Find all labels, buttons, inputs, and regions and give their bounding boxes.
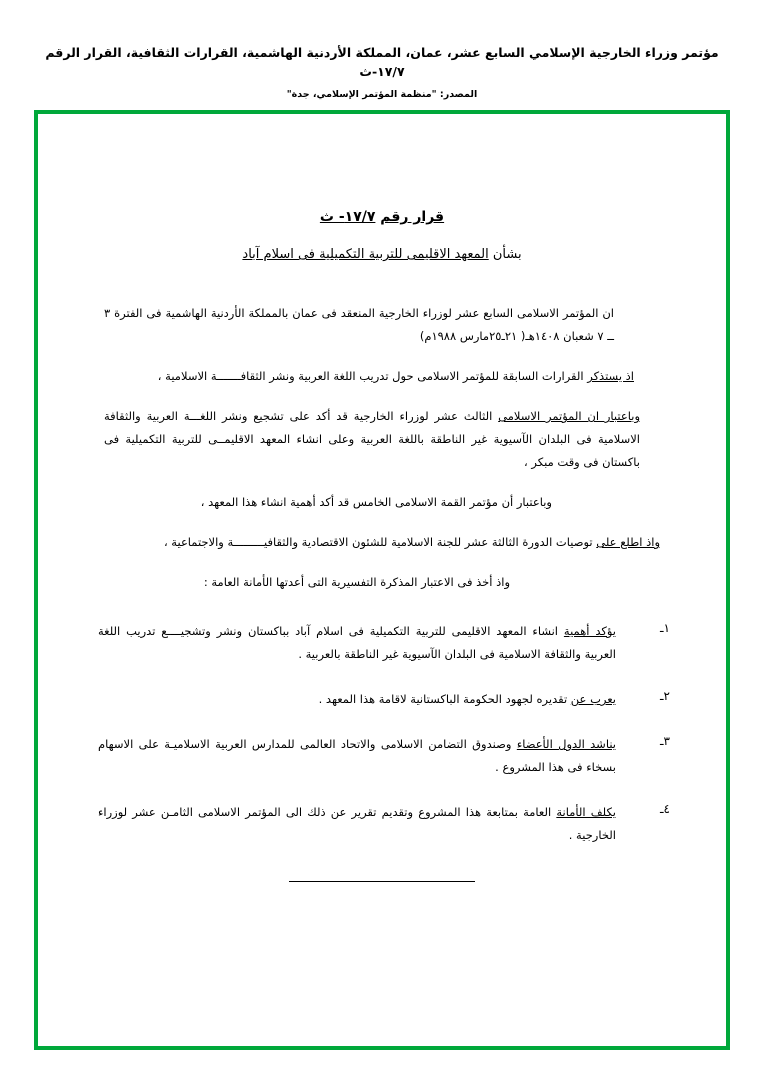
preamble-text-1: ان المؤتمر الاسلامى السابع عشر لوزراء الخارجية المنعقد فى عمان بالمملكة الأردنية الهاشمية فى الفترة ٣ ــ ٧ شعبان ١٤٠٨هـ( ٢١ـ٢٥مارس ١٩٨٨م) — [104, 306, 614, 343]
preamble-paragraph-1 — [94, 302, 670, 348]
clause-lead-1: يؤكد أهمية — [563, 624, 617, 638]
clause-text-2: تقديره لجهود الحكومة الباكستانية لاقامة هذا المعهد . — [318, 692, 568, 706]
clause-lead-4: يكلف الأمانة — [556, 805, 616, 819]
preamble-paragraph-2 — [94, 365, 670, 388]
resolution-subject-text: المعهد الاقليمى للتربية التكميلية فى اسلام آباد — [242, 247, 489, 262]
preamble-lead-2: اذ يستذكر — [587, 369, 634, 383]
clause-number-4: ٤ـ — [660, 802, 670, 816]
clause-item — [94, 688, 670, 711]
preamble-text-3: الثالث عشر لوزراء الخارجية قد أكد على تشجيع ونشر اللغـــة العربية والثقافة الاسلامية فى البلدان الآسيوية غير الناطقة باللغة العربية وعلى انشاء المعهد الاقليمــى للتربية التكميلية فى باكستان فى وقت مبكر ، — [104, 409, 640, 469]
document-header — [0, 0, 764, 101]
preamble-lead-5: واذ اطلع على — [596, 535, 660, 549]
resolution-number-prefix: قرار رقم — [380, 209, 445, 225]
document-source: المصدر: "منظمة المؤتمر الإسلامي، جدة" — [286, 88, 478, 100]
clause-body-4 — [94, 801, 616, 847]
green-border-frame — [34, 110, 730, 1050]
preamble-paragraph-6 — [94, 571, 670, 594]
resolution-number-value: ١٧/٧- ث — [319, 209, 376, 225]
resolution-subject-heading — [94, 247, 670, 262]
clause-body-1 — [94, 620, 616, 666]
clause-body-3 — [94, 733, 616, 779]
frame-content — [38, 114, 726, 1046]
resolution-number-heading — [94, 209, 670, 225]
preamble-paragraph-3 — [94, 405, 670, 474]
clause-number-1: ١ـ — [660, 621, 670, 635]
clause-number-3: ٣ـ — [660, 734, 670, 748]
preamble-text-5: توصيات الدورة الثالثة عشر للجنة الاسلامية للشئون الاقتصادية والثقافيـــــــــة والاجتماعية ، — [163, 535, 593, 549]
clause-body-2 — [94, 688, 616, 711]
clause-item — [94, 801, 670, 847]
clause-text-1: انشاء المعهد الاقليمى للتربية التكميلية فى اسلام آباد بباكستان ونشر وتشجيــــع تدريب اللغة العربية والثقافة الاسلامية فى البلدان الآسيوية غير الناطقة بالعربية . — [98, 624, 616, 661]
clause-text-3: وصندوق التضامن الاسلامى والاتحاد العالمى للمدارس العربية الاسلاميـة على الاسهام بسخاء فى هذا المشروع . — [98, 737, 616, 774]
clause-item — [94, 620, 670, 666]
clause-item — [94, 733, 670, 779]
preamble-paragraph-5 — [94, 531, 670, 554]
preamble-paragraph-4 — [94, 491, 670, 514]
clause-text-4: العامة بمتابعة هذا المشروع وتقديم تقرير عن ذلك الى المؤتمر الاسلامى الثامـن عشر لوزراء الخارجية . — [98, 805, 616, 842]
preamble-text-2: القرارات السابقة للمؤتمر الاسلامى حول تدريب اللغة العربية ونشر الثقافـــــــة الاسلامية ، — [157, 369, 584, 383]
preamble-text-4: وباعتبار أن مؤتمر القمة الاسلامى الخامس قد أكد أهمية انشاء هذا المعهد ، — [200, 495, 552, 509]
document-title: مؤتمر وزراء الخارجية الإسلامي السابع عشر، عمان، المملكة الأردنية الهاشمية، القرارات الثقافية، القرار الرقم ١٧/٧-ث — [45, 45, 719, 79]
operative-clauses — [94, 620, 670, 847]
clause-number-2: ٢ـ — [660, 689, 670, 703]
end-of-document-rule — [289, 881, 475, 882]
resolution-subject-prefix: بشأن — [492, 247, 522, 262]
preamble-lead-3: وباعتبار ان المؤتمر الاسلامى — [498, 409, 640, 423]
clause-lead-2: يعرب عن — [570, 692, 616, 706]
preamble-text-6: واذ أخذ فى الاعتبار المذكرة التفسيرية التى أعدتها الأمانة العامة : — [203, 575, 510, 589]
clause-lead-3: يناشد الدول الأعضاء — [516, 737, 616, 751]
